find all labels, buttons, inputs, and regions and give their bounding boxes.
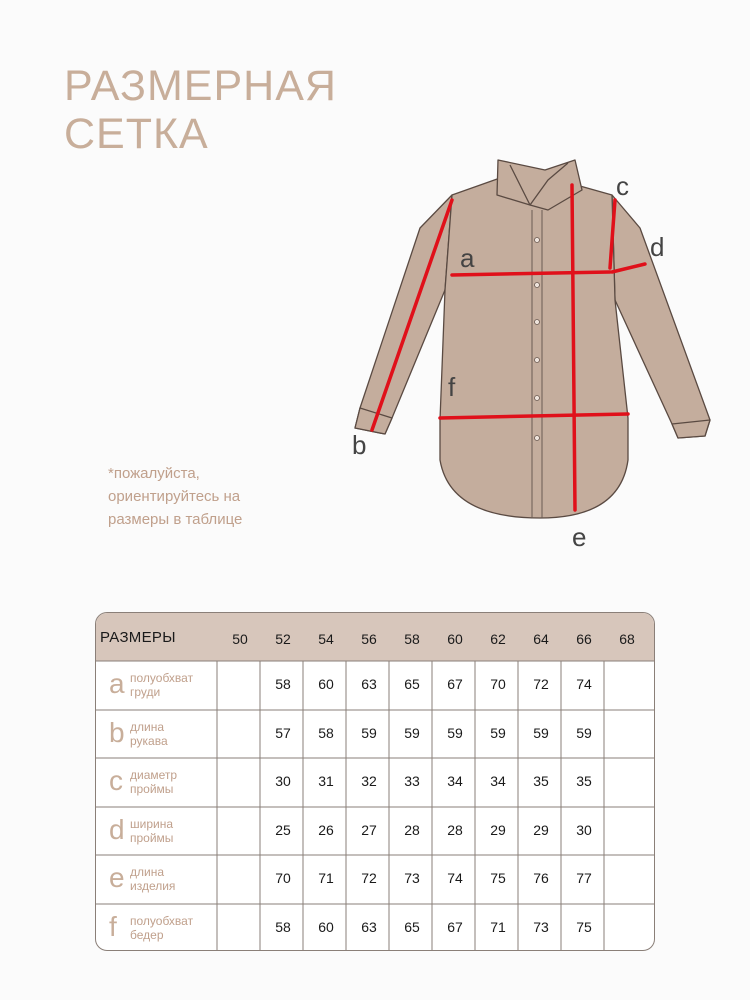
size-header: 66 (576, 631, 592, 647)
size-header: 54 (318, 631, 334, 647)
table-cell: 65 (404, 919, 420, 935)
table-cell: 57 (275, 725, 291, 741)
table-cell: 34 (490, 773, 506, 789)
label-e: e (572, 522, 587, 552)
table-cell: 30 (576, 822, 592, 838)
size-header: 60 (447, 631, 463, 647)
table-cell: 58 (275, 676, 291, 692)
table-row (96, 758, 654, 806)
size-header: 68 (619, 631, 635, 647)
row-letter: c (109, 765, 123, 796)
table-cell: 67 (447, 676, 463, 692)
sizes-header-label: РАЗМЕРЫ (100, 629, 176, 646)
row-letter: f (109, 911, 117, 942)
table-cell: 70 (490, 676, 506, 692)
table-cell: 59 (361, 725, 377, 741)
table-cell: 60 (318, 919, 334, 935)
table-row (96, 807, 654, 855)
table-cell: 71 (318, 870, 334, 886)
table-cell: 75 (490, 870, 506, 886)
page-title (64, 62, 337, 158)
table-cell: 59 (447, 725, 463, 741)
table-cell: 60 (318, 676, 334, 692)
table-row (96, 661, 654, 709)
table-cell: 35 (576, 773, 592, 789)
row-letter: a (109, 668, 125, 699)
table-cell: 73 (533, 919, 549, 935)
table-cell: 75 (576, 919, 592, 935)
table-cell: 70 (275, 870, 291, 886)
table-cell: 74 (576, 676, 592, 692)
size-header: 58 (404, 631, 420, 647)
table-cell: 59 (533, 725, 549, 741)
table-cell: 33 (404, 773, 420, 789)
table-cell: 58 (275, 919, 291, 935)
row-label-line2: проймы (130, 782, 174, 796)
row-label-line1: диаметр (130, 768, 178, 782)
row-label-line1: длина (130, 720, 165, 734)
table-row (96, 904, 654, 951)
table-cell: 35 (533, 773, 549, 789)
title-line-2: СЕТКА (64, 110, 209, 158)
table-cell: 72 (533, 676, 549, 692)
label-f: f (448, 372, 456, 402)
row-label-line1: ширина (130, 817, 174, 831)
table-cell: 26 (318, 822, 334, 838)
row-label-line2: изделия (130, 879, 176, 893)
row-label-line1: полуобхват (130, 914, 194, 928)
label-d: d (650, 232, 665, 262)
table-cell: 32 (361, 773, 377, 789)
table-header (96, 613, 654, 661)
table-row (96, 855, 654, 903)
row-label-line1: длина (130, 865, 165, 879)
table-cell: 67 (447, 919, 463, 935)
table-cell: 59 (404, 725, 420, 741)
table-cell: 73 (404, 870, 420, 886)
row-label-line2: проймы (130, 831, 174, 845)
table-cell: 71 (490, 919, 506, 935)
table-cell: 27 (361, 822, 377, 838)
table-cell: 63 (361, 676, 377, 692)
row-label-line2: груди (130, 685, 161, 699)
table-cell: 28 (447, 822, 463, 838)
row-letter: b (109, 717, 125, 748)
size-header: 50 (232, 631, 248, 647)
size-header: 56 (361, 631, 377, 647)
table-cell: 59 (576, 725, 592, 741)
size-header: 52 (275, 631, 291, 647)
label-c: c (616, 171, 629, 201)
measure-b (372, 200, 452, 430)
table-cell: 63 (361, 919, 377, 935)
table-cell: 77 (576, 870, 592, 886)
table-cell: 65 (404, 676, 420, 692)
row-label-line1: полуобхват (130, 671, 194, 685)
label-b: b (352, 430, 367, 460)
table-cell: 58 (318, 725, 334, 741)
table-cell: 74 (447, 870, 463, 886)
shirt-drawing (355, 160, 710, 518)
size-header: 62 (490, 631, 506, 647)
row-letter: d (109, 814, 125, 845)
shirt-body (440, 178, 628, 518)
table-cell: 72 (361, 870, 377, 886)
size-table (95, 612, 655, 951)
table-row (96, 710, 654, 758)
table-cell: 28 (404, 822, 420, 838)
size-header: 64 (533, 631, 549, 647)
size-note: *пожалуйста, ориентируйтесь на размеры в таблице (108, 465, 243, 528)
table-cell: 76 (533, 870, 549, 886)
table-cell: 34 (447, 773, 463, 789)
title-line-1: РАЗМЕРНАЯ (64, 62, 337, 110)
left-sleeve (355, 195, 452, 434)
table-cell: 29 (533, 822, 549, 838)
row-label-line2: рукава (130, 734, 168, 748)
table-cell: 30 (275, 773, 291, 789)
table-cell: 59 (490, 725, 506, 741)
table-cell: 25 (275, 822, 291, 838)
row-letter: e (109, 862, 125, 893)
table-cell: 31 (318, 773, 334, 789)
shirt-diagram (340, 152, 735, 552)
table-cell: 29 (490, 822, 506, 838)
row-label-line2: бедер (130, 928, 164, 942)
label-a: a (460, 243, 475, 273)
